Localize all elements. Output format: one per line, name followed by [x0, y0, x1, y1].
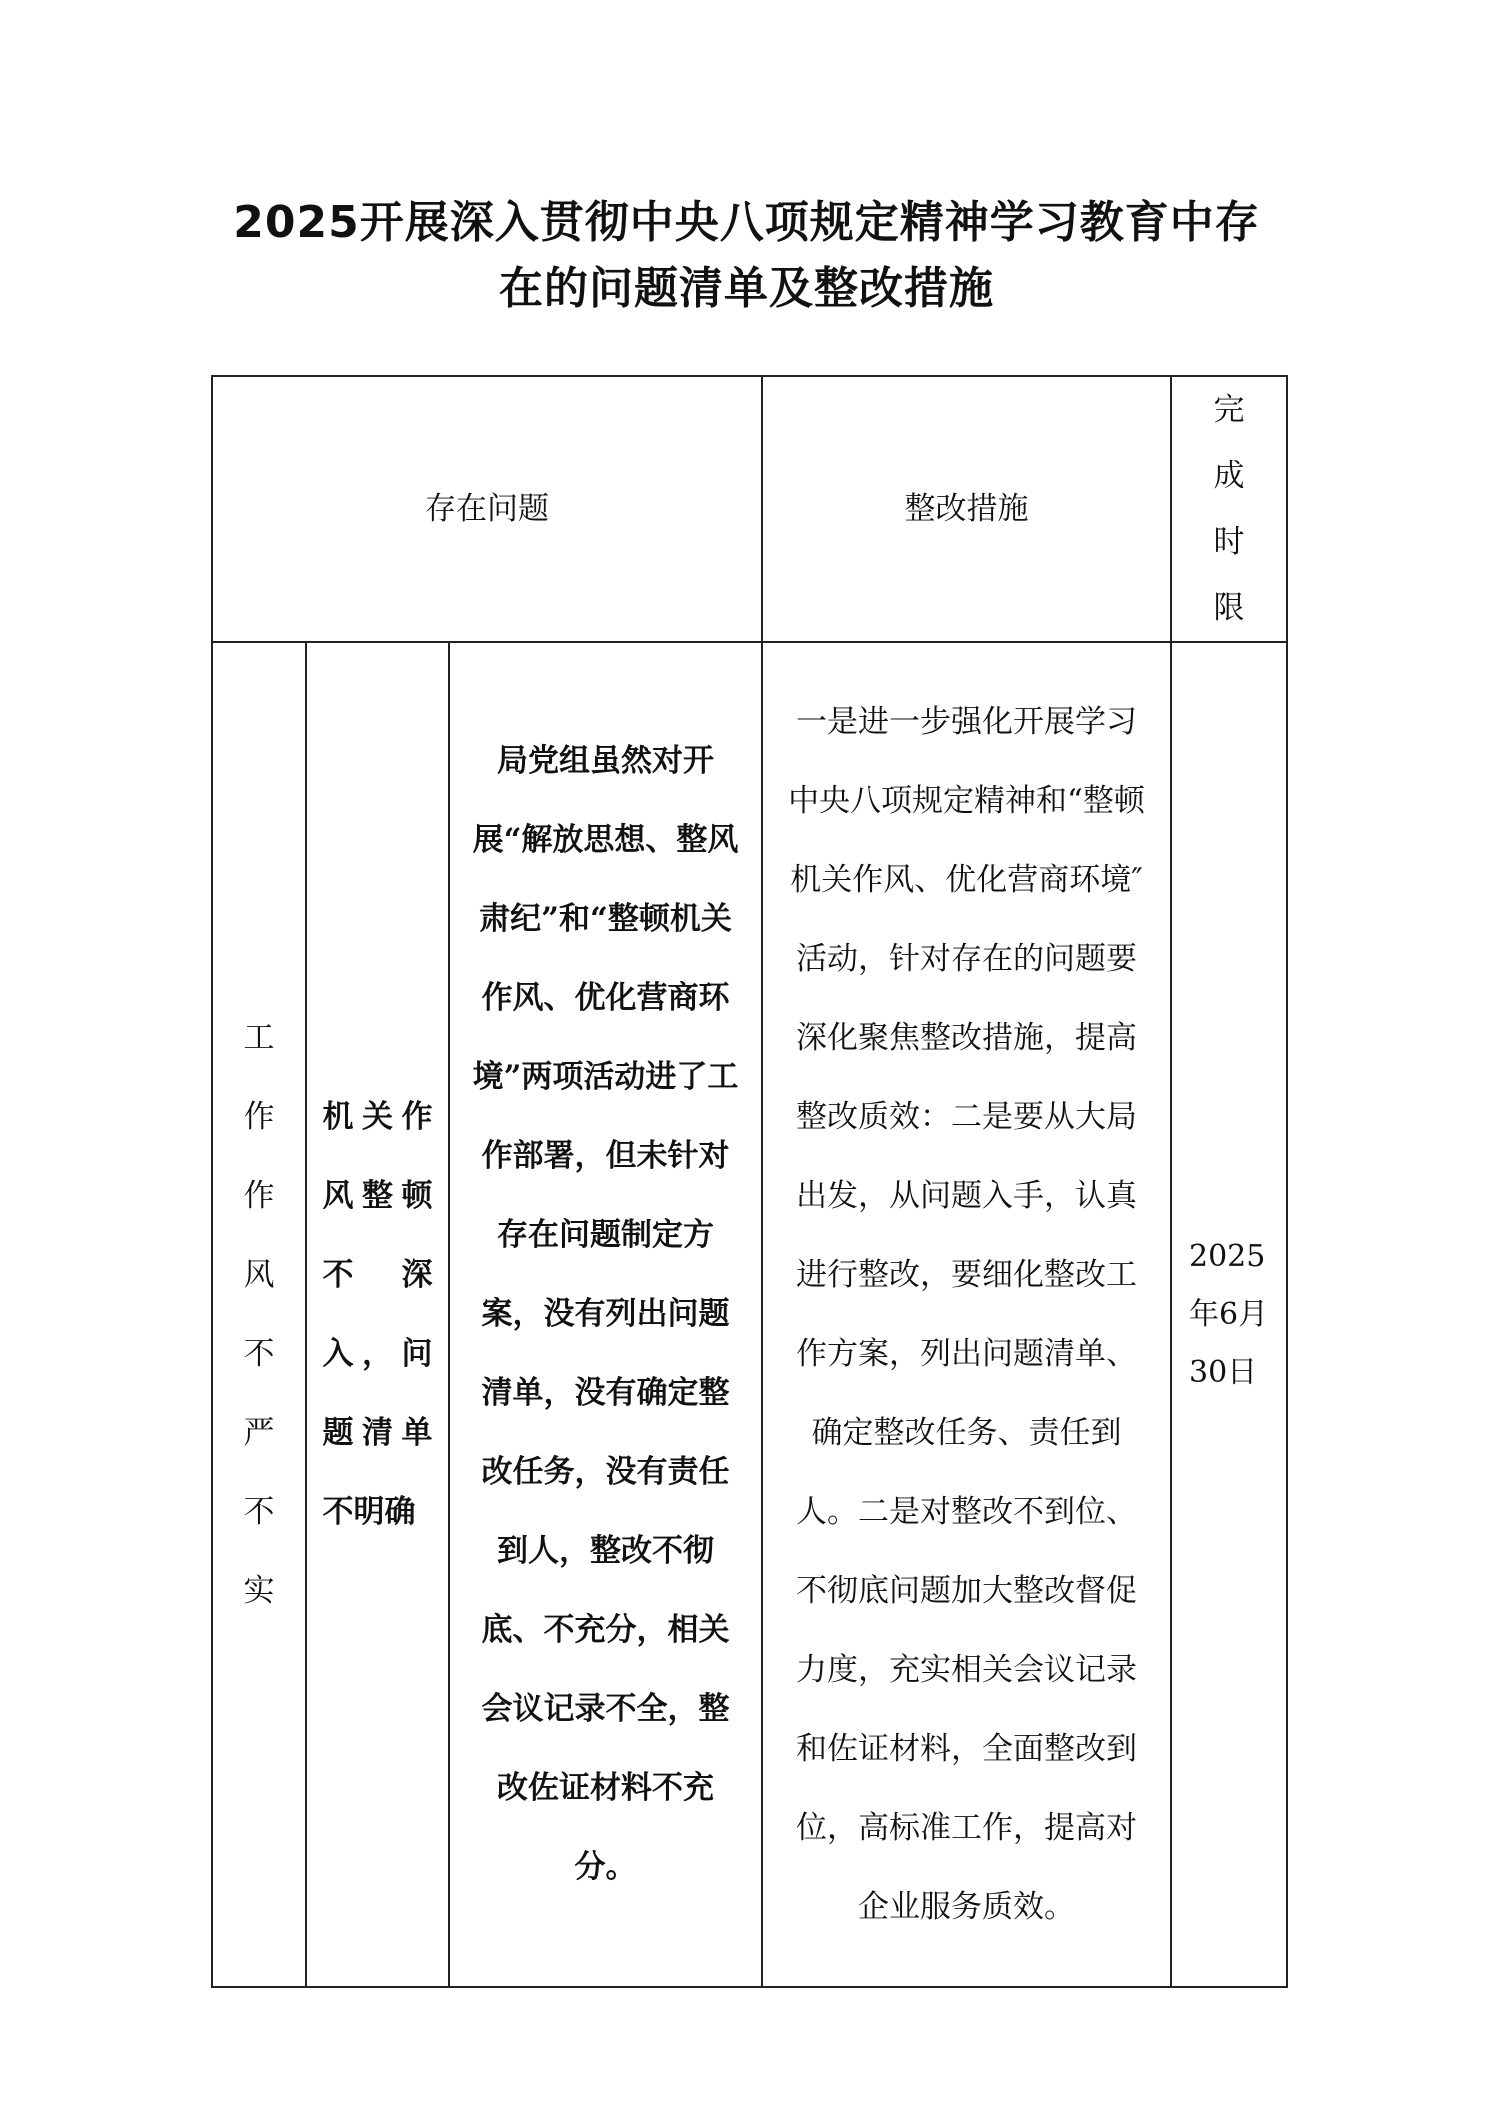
table-row [212, 642, 1287, 1987]
category-cell [212, 642, 306, 1987]
rectification-measures: 一是进一步强化开展学习中央八项规定精神和“整顿机关作风、优化营商环境″活动，针对存在的问题要深化聚焦整改措施，提高整改质效：二是要从大局出发，从问题入手，认真进行整改，要细化整改工作方案，列出问题清单、确定整改任务、责任到人。二是对整改不到位、不彻底问题加大整改督促力度，充实相关会议记录和佐证材料，全面整改到位，高标准工作，提高对企业服务质效。 [762, 642, 1171, 1987]
issues-table [211, 375, 1288, 1988]
subcategory-label: 机关作风整顿不深入，问题清单不明确 [322, 1098, 433, 1530]
deadline-cell [1171, 642, 1287, 1987]
deadline-value: 2025年6月30日 [1189, 1238, 1269, 1390]
header-deadline-cell [1171, 376, 1287, 642]
document-title-line-2: 在的问题清单及整改措施 [499, 263, 994, 314]
table-header-row [212, 376, 1287, 642]
header-problem: 存在问题 [212, 376, 762, 642]
subcategory-cell [306, 642, 449, 1987]
header-deadline: 完成时限 [1213, 392, 1245, 626]
document-title-line-1: 2025开展深入贯彻中央八项规定精神学习教育中存 [233, 197, 1260, 248]
problem-description: 局党组虽然对开展“解放思想、整风肃纪”和“整顿机关作风、优化营商环境”两项活动进了工作部署，但未针对存在问题制定方案，没有列出问题清单，没有确定整改任务，没有责任到人，整改不彻底、不充分，相关会议记录不全，整改佐证材料不充分。 [449, 642, 762, 1987]
header-measures: 整改措施 [762, 376, 1171, 642]
document-title [0, 190, 1493, 322]
category-label: 工作作风不严不实 [243, 1019, 275, 1609]
